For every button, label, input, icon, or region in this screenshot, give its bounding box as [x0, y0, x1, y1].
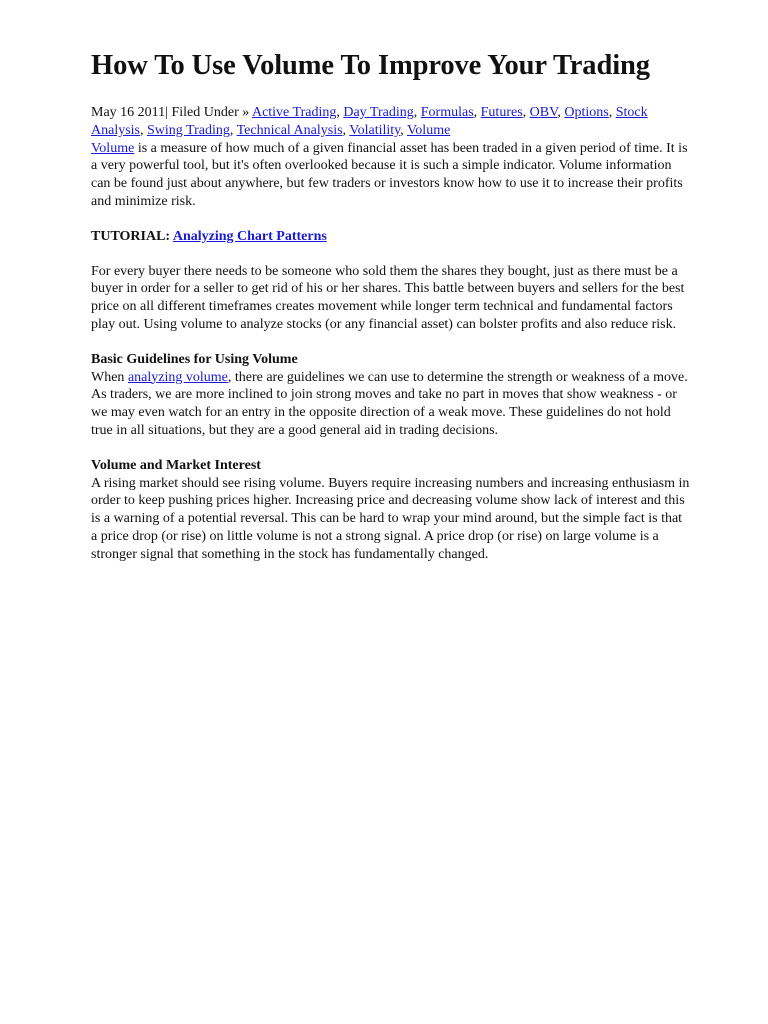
article-title: How To Use Volume To Improve Your Trading — [91, 50, 650, 81]
guidelines-prefix: When — [91, 369, 128, 385]
category-link-volatility[interactable]: Volatility — [349, 122, 401, 138]
intro-text: is a measure of how much of a given financial asset has been traded in a given period of time. It is a very powerful tool, but it's often overlooked because it is such a simple indicator. Volume information can be found just about anywhere, but few traders or investors know how to use it to increase their profits and minimize risk. — [91, 140, 688, 209]
article — [91, 48, 691, 564]
article-meta: May 16 2011| Filed Under » Active Trading, Day Trading, Formulas, Futures, OBV, Options, Stock Analysis, Swing Trading, Technical Analysis, Volatility, Volume — [91, 105, 648, 138]
intro-volume-link[interactable]: Volume — [91, 140, 135, 156]
guidelines-text: , there are guidelines we can use to determine the strength or weakness of a move. As traders, we are more inclined to join strong moves and take no part in moves that show weakness - or we may even watch for an entry in the opposite direction of a weak move. These guidelines do not hold true in all situations, but they are a good general aid in trading decisions. — [91, 369, 688, 438]
category-link-swing-trading[interactable]: Swing Trading — [147, 122, 230, 138]
category-link-obv[interactable]: OBV — [529, 105, 558, 120]
tutorial-label: TUTORIAL: — [91, 228, 173, 244]
analyzing-volume-link[interactable]: analyzing volume — [127, 369, 228, 385]
buyers-paragraph: For every buyer there needs to be someone who sold them the shares they bought, just as there must be a buyer in order for a seller to get rid of his or her shares. This battle between buyers and sellers for the best price on all different timeframes creates movement while longer term technical and fundamental factors play out. Using volume to analyze stocks (or any financial asset) can bolster profits and also reduce risk. — [91, 263, 685, 332]
guidelines-paragraph — [91, 369, 691, 440]
category-link-formulas[interactable]: Formulas — [420, 105, 474, 120]
category-link-day-trading[interactable]: Day Trading — [343, 105, 414, 120]
category-link-volume[interactable]: Volume — [407, 122, 451, 138]
category-link-active-trading[interactable]: Active Trading — [251, 105, 337, 120]
intro-paragraph — [91, 140, 691, 211]
category-link-technical-analysis[interactable]: Technical Analysis — [236, 122, 343, 138]
category-link-futures[interactable]: Futures — [480, 105, 523, 120]
section-heading-basic-guidelines: Basic Guidelines for Using Volume — [91, 351, 298, 367]
section-heading-market-interest: Volume and Market Interest — [91, 457, 261, 473]
tutorial-link[interactable]: Analyzing Chart Patterns — [172, 228, 327, 244]
article-date: May 16 2011 — [91, 105, 166, 120]
market-interest-paragraph: A rising market should see rising volume. Buyers require increasing numbers and increasing enthusiasm in order to keep pushing prices higher. Increasing price and decreasing volume show lack of interest and this is a warning of a potential reversal. This can be hard to wrap your mind around, but the simple fact is that a price drop (or rise) on little volume is not a strong signal. A price drop (or rise) on large volume is a stronger signal that something in the stock has fundamentally changed. — [91, 475, 690, 562]
category-link-stock-analysis[interactable]: Stock Analysis — [91, 105, 648, 138]
filed-under-label: | Filed Under » — [165, 105, 252, 120]
tutorial-line — [91, 228, 691, 246]
category-link-options[interactable]: Options — [564, 105, 609, 120]
